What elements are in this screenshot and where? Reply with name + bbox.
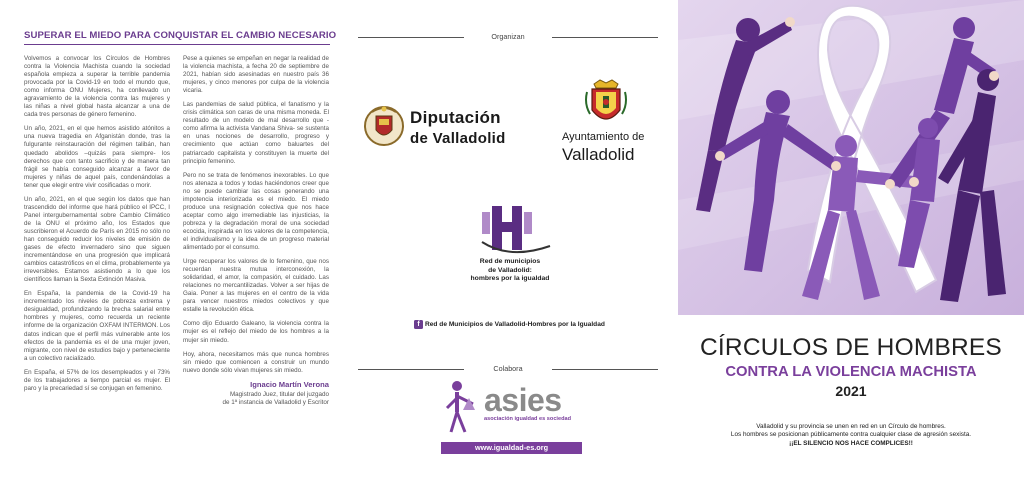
- article-column-1: [24, 55, 170, 399]
- divider-line: [552, 369, 658, 370]
- paragraph: En España, el 57% de los desempleados y el 73% de los trabajadores a tiempo parcial es mujer. El paro y la precariedad sí se conjugan en femenino.: [24, 368, 170, 392]
- article-column-2: [183, 55, 329, 407]
- diputacion-logo: [362, 98, 527, 158]
- cover-panel: [678, 0, 1024, 493]
- paragraph: Un año, 2021, en el que hemos asistido atónitos a una nueva tragedia en Afganistán donde, tras la fulgurante reinstauración del régimen talibán, han quedado abolidos –quizás para siempre- los derechos que con tanto sacrificio y de manera tan frágil se había conseguido alcanzar a favor de mujeres y niñas de aquel país, condenándolas a tener que elegir entre vivir cosificadas o morir.: [24, 125, 170, 189]
- cover-tagline: [678, 423, 1024, 448]
- article-panel: [0, 0, 340, 493]
- ayuntamiento-logo: [562, 78, 662, 168]
- asies-website-link[interactable]: www.igualdad-es.org: [441, 442, 582, 454]
- paragraph: En España, la pandemia de la Covid-19 ha incrementado los niveles de pobreza extrema y desigualdad, profundizando la brecha salarial entre hombres y mujeres, como recuerda un reciente informe de la organización OXFAM INTERMON. Los datos indican que el perfil más vulnerable ante los efectos de la pandemia es el de una mujer joven, migrante, con nivel de estudios bajo y perteneciente a un colectivo racializado.: [24, 290, 170, 362]
- paragraph: Volvemos a convocar los Círculos de Hombres contra la Violencia Machista cuando la sociedad española empieza a superar la terrible pandemia provocada por la Covid-19 en todo el mundo que, como informa ONU Mujeres, ha conllevado un agravamiento de la violencia contra las mujeres y las niñas a nivel global hasta alcanzar a una de cada tres personas de género femenino.: [24, 55, 170, 119]
- red-municipios-caption: [430, 258, 590, 284]
- circle-of-men-illustration: [678, 0, 1024, 315]
- diputacion-name-line-1: Diputación: [410, 108, 501, 127]
- red-caption-line-1: Red de municipios: [479, 258, 541, 265]
- ayuntamiento-crest-icon: [584, 78, 628, 130]
- author-role-line-1: Magistrado Juez, titular del juzgado: [229, 390, 329, 398]
- ayuntamiento-name-line-2: Valladolid: [562, 145, 635, 164]
- colabora-divider: [358, 364, 658, 374]
- organizan-label: Organizan: [491, 32, 525, 41]
- ayuntamiento-name-line-1: Ayuntamiento de: [562, 131, 645, 143]
- cover-subtitle: CONTRA LA VIOLENCIA MACHISTA: [725, 364, 977, 380]
- facebook-icon: f: [414, 320, 423, 329]
- divider-line: [552, 37, 658, 38]
- red-caption-line-3: hombres por la igualdad: [470, 275, 550, 283]
- asies-subtitle: asociación igualdad es sociedad: [484, 416, 572, 422]
- facebook-link[interactable]: [414, 320, 694, 329]
- paragraph: Un año, 2021, en el que según los datos que han trascendido del informe que hará público el IPCC, I Panel intergubernamental sobre Cambio Climático de la ONU el próximo año, los Estados que suscribieron el Acuerdo de París en 2015 no sólo no han conseguido reducir los niveles de emisión de gases de efecto invernadero sino que siguen incrementándose en una progresión que implicará cambios catastróficos en el clima, probablemente ya irreversibles. Estamos asistiendo a lo que los científicos llaman la Sexta Extinción Masiva.: [24, 195, 170, 284]
- paragraph: Pero no se trata de fenómenos inexorables. Lo que nos atenaza a todos y todas haciéndonos creer que no se puede cambiar las cosas generando una impotencia interiorizada es el miedo. El miedo produce una resignación colectiva que nos hace aceptar como algo irremediable las injusticias, la pobreza y la degradación moral de una sociedad ecocida, inspirada en los valores de la competencia, el individualismo y la idea de un progreso material alimentado por el consumo.: [183, 171, 329, 252]
- paragraph: Las pandemias de salud pública, el fanatismo y la crisis climática son caras de una misma moneda. El resultado de un modelo de mal desarrollo que - como afirma la activista Vandana Shiva- se sustenta en unas nociones de desarrollo, progreso y crecimiento que actúan como baluartes del patriarcado capitalista y constituyen la muerte del principio femenino.: [183, 101, 329, 165]
- tagline-slogan: ¡¡EL SILENCIO NOS HACE COMPLICES!!: [789, 439, 913, 447]
- red-municipios-logo-icon: [480, 202, 554, 262]
- red-caption-line-2: de Valladolid:: [488, 266, 532, 274]
- cover-year: 2021: [835, 383, 867, 399]
- facebook-page-name: Red de Municipios de Valladolid-Hombres por la Igualdad: [425, 321, 605, 328]
- article-heading-bar: [24, 30, 337, 45]
- diputacion-name-line-2: de Valladolid: [410, 130, 506, 147]
- cover-title: CÍRCULOS DE HOMBRES: [700, 334, 1002, 361]
- author-name: Ignacio Martín Verona: [250, 379, 329, 389]
- organizan-divider: [358, 32, 658, 42]
- paragraph: Urge recuperar los valores de lo femenino, que nos recuerdan nuestra mutua interconexión, la solidaridad, el amor, la compasión, el cuidado. Las relaciones no mercantilizadas. Volver a ser hijas de Gaia. Poner a las mujeres en el centro de la vida para vencer nuestros miedos colectivos y que estalle la revolución ética.: [183, 258, 329, 314]
- asies-wordmark: asies: [484, 382, 562, 418]
- author-role-line-2: de 1ª instancia de Valladolid y Escritor: [222, 398, 329, 406]
- paragraph: Hoy, ahora, necesitamos más que nunca hombres sin miedo que comiencen a construir un mundo nuevo donde sólo vivan mujeres sin miedo.: [183, 350, 329, 374]
- asies-figure-icon: [445, 378, 477, 436]
- tagline-line-1: Valladolid y su provincia se unen en red en un Círculo de hombres.: [756, 423, 946, 430]
- paragraph: Pese a quienes se empeñan en negar la realidad de la violencia machista, a fecha 20 de septiembre de 2021, habían sido asesinadas en nuestro país 36 mujeres, y cinco menores por culpa de la violencia vicaria.: [183, 55, 329, 95]
- article-heading: SUPERAR EL MIEDO PARA CONQUISTAR EL CAMBIO NECESARIO: [24, 30, 337, 41]
- diputacion-crest-icon: [362, 102, 406, 150]
- tagline-line-2: Los hombres se posicionan públicamente contra cualquier clase de agresión sexista.: [730, 431, 972, 439]
- paragraph: Como dijo Eduardo Galeano, la violencia contra la mujer es el reflejo del miedo de los hombres a la mujer sin miedo.: [183, 320, 329, 344]
- sponsors-panel: [340, 0, 678, 493]
- colabora-label: Colabora: [493, 364, 523, 373]
